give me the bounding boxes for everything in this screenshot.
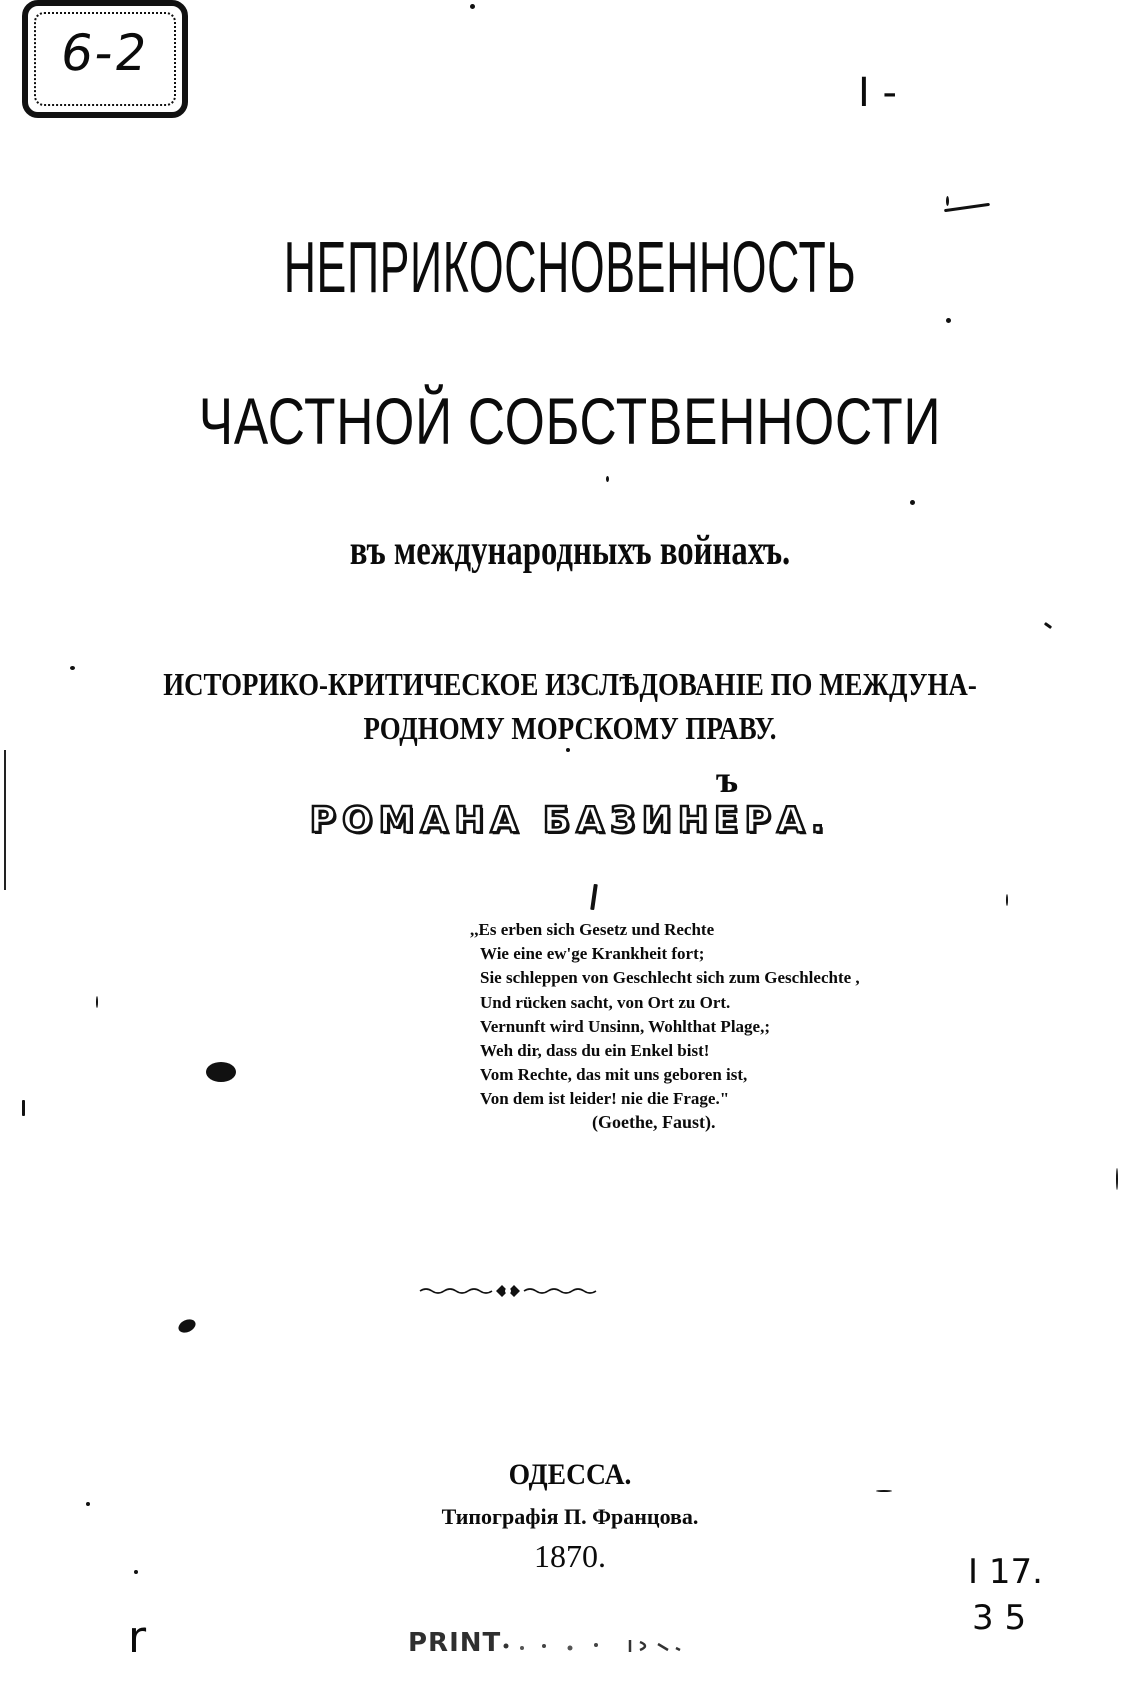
- subtitle-line-1: ИСТОРИКО-КРИТИЧЕСКОЕ ИЗСЛѢДОВАНІЕ ПО МЕЖДУНА-: [163, 666, 977, 702]
- scan-speck: [1044, 622, 1052, 629]
- subtitle-line-2: РОДНОМУ МОРСКОМУ ПРАВУ.: [363, 710, 777, 746]
- margin-mark-bottom-left: r: [128, 1612, 147, 1663]
- scan-speck: [606, 476, 609, 482]
- epigraph: [470, 918, 990, 1112]
- epigraph-line: Und rücken sacht, von Ort zu Ort.: [480, 992, 731, 1012]
- imprint-year: 1870.: [534, 1538, 606, 1574]
- imprint-printer: Типографія П. Францова.: [441, 1504, 699, 1529]
- library-stamp-faded: [500, 1636, 690, 1656]
- author-correction: ъ: [716, 759, 739, 801]
- ornamental-divider: [418, 1284, 598, 1298]
- page-edge-line: [4, 750, 6, 890]
- scan-speck: [470, 4, 475, 9]
- scan-mark: [1006, 894, 1008, 906]
- imprint-city: ОДЕССА.: [508, 1458, 632, 1491]
- scan-mark: [22, 1100, 25, 1116]
- library-stamp: PRINT: [408, 1628, 502, 1658]
- epigraph-line: Von dem ist leider! nie die Frage.": [480, 1089, 730, 1109]
- scan-mark: [1116, 1168, 1118, 1190]
- margin-mark-bottom-right-2: 3 5: [972, 1598, 1027, 1638]
- shelf-mark-text: 6-2: [57, 24, 153, 82]
- scan-speck: [86, 1502, 90, 1506]
- epigraph-line: Vernunft wird Unsinn, Wohlthat Plage,;: [480, 1016, 770, 1036]
- epigraph-line: Sie schleppen von Geschlecht sich zum Geschlechte ,: [480, 968, 860, 988]
- scan-mark: [944, 203, 990, 212]
- title-line-2: ЧАСТНОЙ СОБСТВЕННОСТИ: [198, 384, 942, 458]
- margin-mark-top-right: I -: [858, 70, 897, 116]
- title-line-3: въ международныхъ войнахъ.: [349, 528, 791, 574]
- epigraph-line: Wie eine ew'ge Krankheit fort;: [480, 944, 705, 964]
- epigraph-line: Weh dir, dass du ein Enkel bist!: [480, 1041, 710, 1061]
- scan-mark: [876, 1490, 892, 1492]
- scan-mark: [590, 884, 598, 910]
- shelf-mark-stamp: [22, 0, 188, 118]
- scan-speck: [70, 666, 75, 670]
- ink-blot: [206, 1062, 236, 1082]
- author-name: РОМАНА БАЗИНЕРА.: [309, 800, 831, 841]
- scan-speck: [946, 318, 951, 323]
- subtitle: [91, 662, 1049, 750]
- ink-blot: [176, 1317, 197, 1335]
- epigraph-line: Vom Rechte, das mit uns geboren ist,: [480, 1065, 748, 1085]
- scan-speck: [134, 1570, 138, 1574]
- scan-speck: [910, 500, 915, 505]
- epigraph-line: ,,Es erben sich Gesetz und Rechte: [470, 920, 715, 939]
- margin-mark-bottom-right-1: I 17.: [968, 1552, 1043, 1592]
- scan-speck: [566, 748, 570, 752]
- scan-mark: [96, 996, 98, 1008]
- epigraph-attribution: (Goethe, Faust).: [592, 1112, 716, 1132]
- scan-mark: [946, 196, 949, 206]
- title-line-1: НЕПРИКОСНОВЕННОСТЬ: [283, 228, 857, 308]
